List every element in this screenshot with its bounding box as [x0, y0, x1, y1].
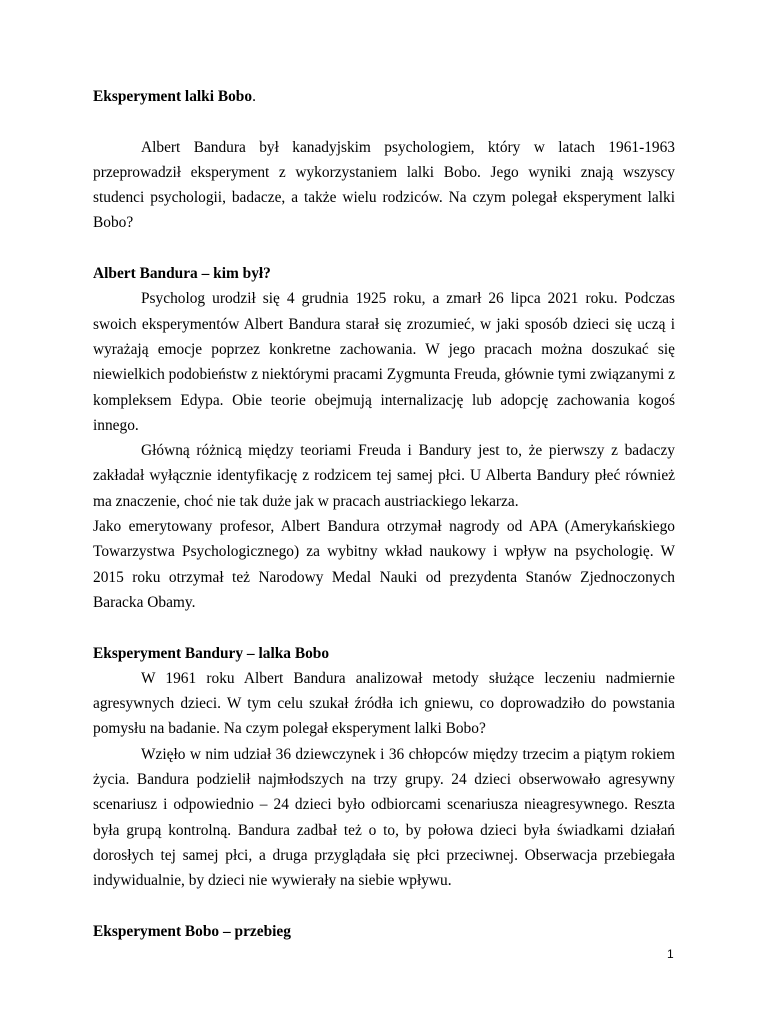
document-title — [93, 84, 675, 109]
section-heading-bandura: Albert Bandura – kim był? — [93, 265, 271, 283]
paragraph-freud-comparison: Główną różnicą między teoriami Freuda i Bandury jest to, że pierwszy z badaczy zakładał wyłącznie identyfikację z rodzicem tej samej płci. U Alberta Bandury płeć również ma znaczenie, choć nie tak duże jak w pracach austriackiego lekarza. — [93, 442, 675, 510]
section-heading-experiment: Eksperyment Bandury – lalka Bobo — [93, 644, 330, 662]
document-body — [93, 84, 675, 944]
intro-paragraph: Albert Bandura był kanadyjskim psychologiem, który w latach 1961-1963 przeprowadził eksperyment z wykorzystaniem lalki Bobo. Jego wyniki znają wszyscy studenci psychologii, badacze, a także wielu rodziców. Na czym polegał eksperyment lalki Bobo? — [93, 138, 675, 232]
page-number: 1 — [667, 947, 674, 961]
paragraph-experiment-groups: Wzięło w nim udział 36 dziewczynek i 36 chłopców między trzecim a piątym rokiem życia. Bandura podzielił najmłodszych na trzy grupy. 24 dzieci obserwowało agresywny scenariusz i odpowiednio – 24 dzieci było odbiorcami scenariusza nieagresywnego. Reszta była grupą kontrolną. Bandura zadbał też o to, by połowa dzieci była świadkami działań dorosłych tej samej płci, a druga przyglądała się płci przeciwnej. Obserwacja przebiegała indywidualnie, by dzieci nie wywierały na siebie wpływu. — [93, 745, 675, 890]
section-heading-procedure: Eksperyment Bobo – przebieg — [93, 922, 291, 940]
paragraph-awards: Jako emerytowany profesor, Albert Bandura otrzymał nagrody od APA (Amerykańskiego Towarzystwa Psychologicznego) za wybitny wkład naukowy i wpływ na psychologię. W 2015 roku otrzymał też Narodowy Medal Nauki od prezydenta Stanów Zjednoczonych Baracka Obamy. — [93, 518, 675, 611]
paragraph-experiment-origin: W 1961 roku Albert Bandura analizował metody służące leczeniu nadmiernie agresywnych dzieci. W tym celu szukał źródła ich gniewu, co doprowadziło do powstania pomysłu na badanie. Na czym polegał eksperyment lalki Bobo? — [93, 669, 675, 738]
title-period: . — [252, 88, 256, 105]
paragraph-biography: Psycholog urodził się 4 grudnia 1925 roku, a zmarł 26 lipca 2021 roku. Podczas swoich eksperymentów Albert Bandura starał się zrozumieć, w jaki sposób dzieci się uczą i wyrażają emocje poprzez konkretne zachowania. W jego pracach można doszukać się niewielkich podobieństw z niektórymi pracami Zygmunta Freuda, głównie tymi związanymi z kompleksem Edypa. Obie teorie obejmują internalizację lub adopcję zachowania kogoś innego. — [93, 290, 675, 434]
title-text: Eksperyment lalki Bobo — [93, 88, 253, 105]
